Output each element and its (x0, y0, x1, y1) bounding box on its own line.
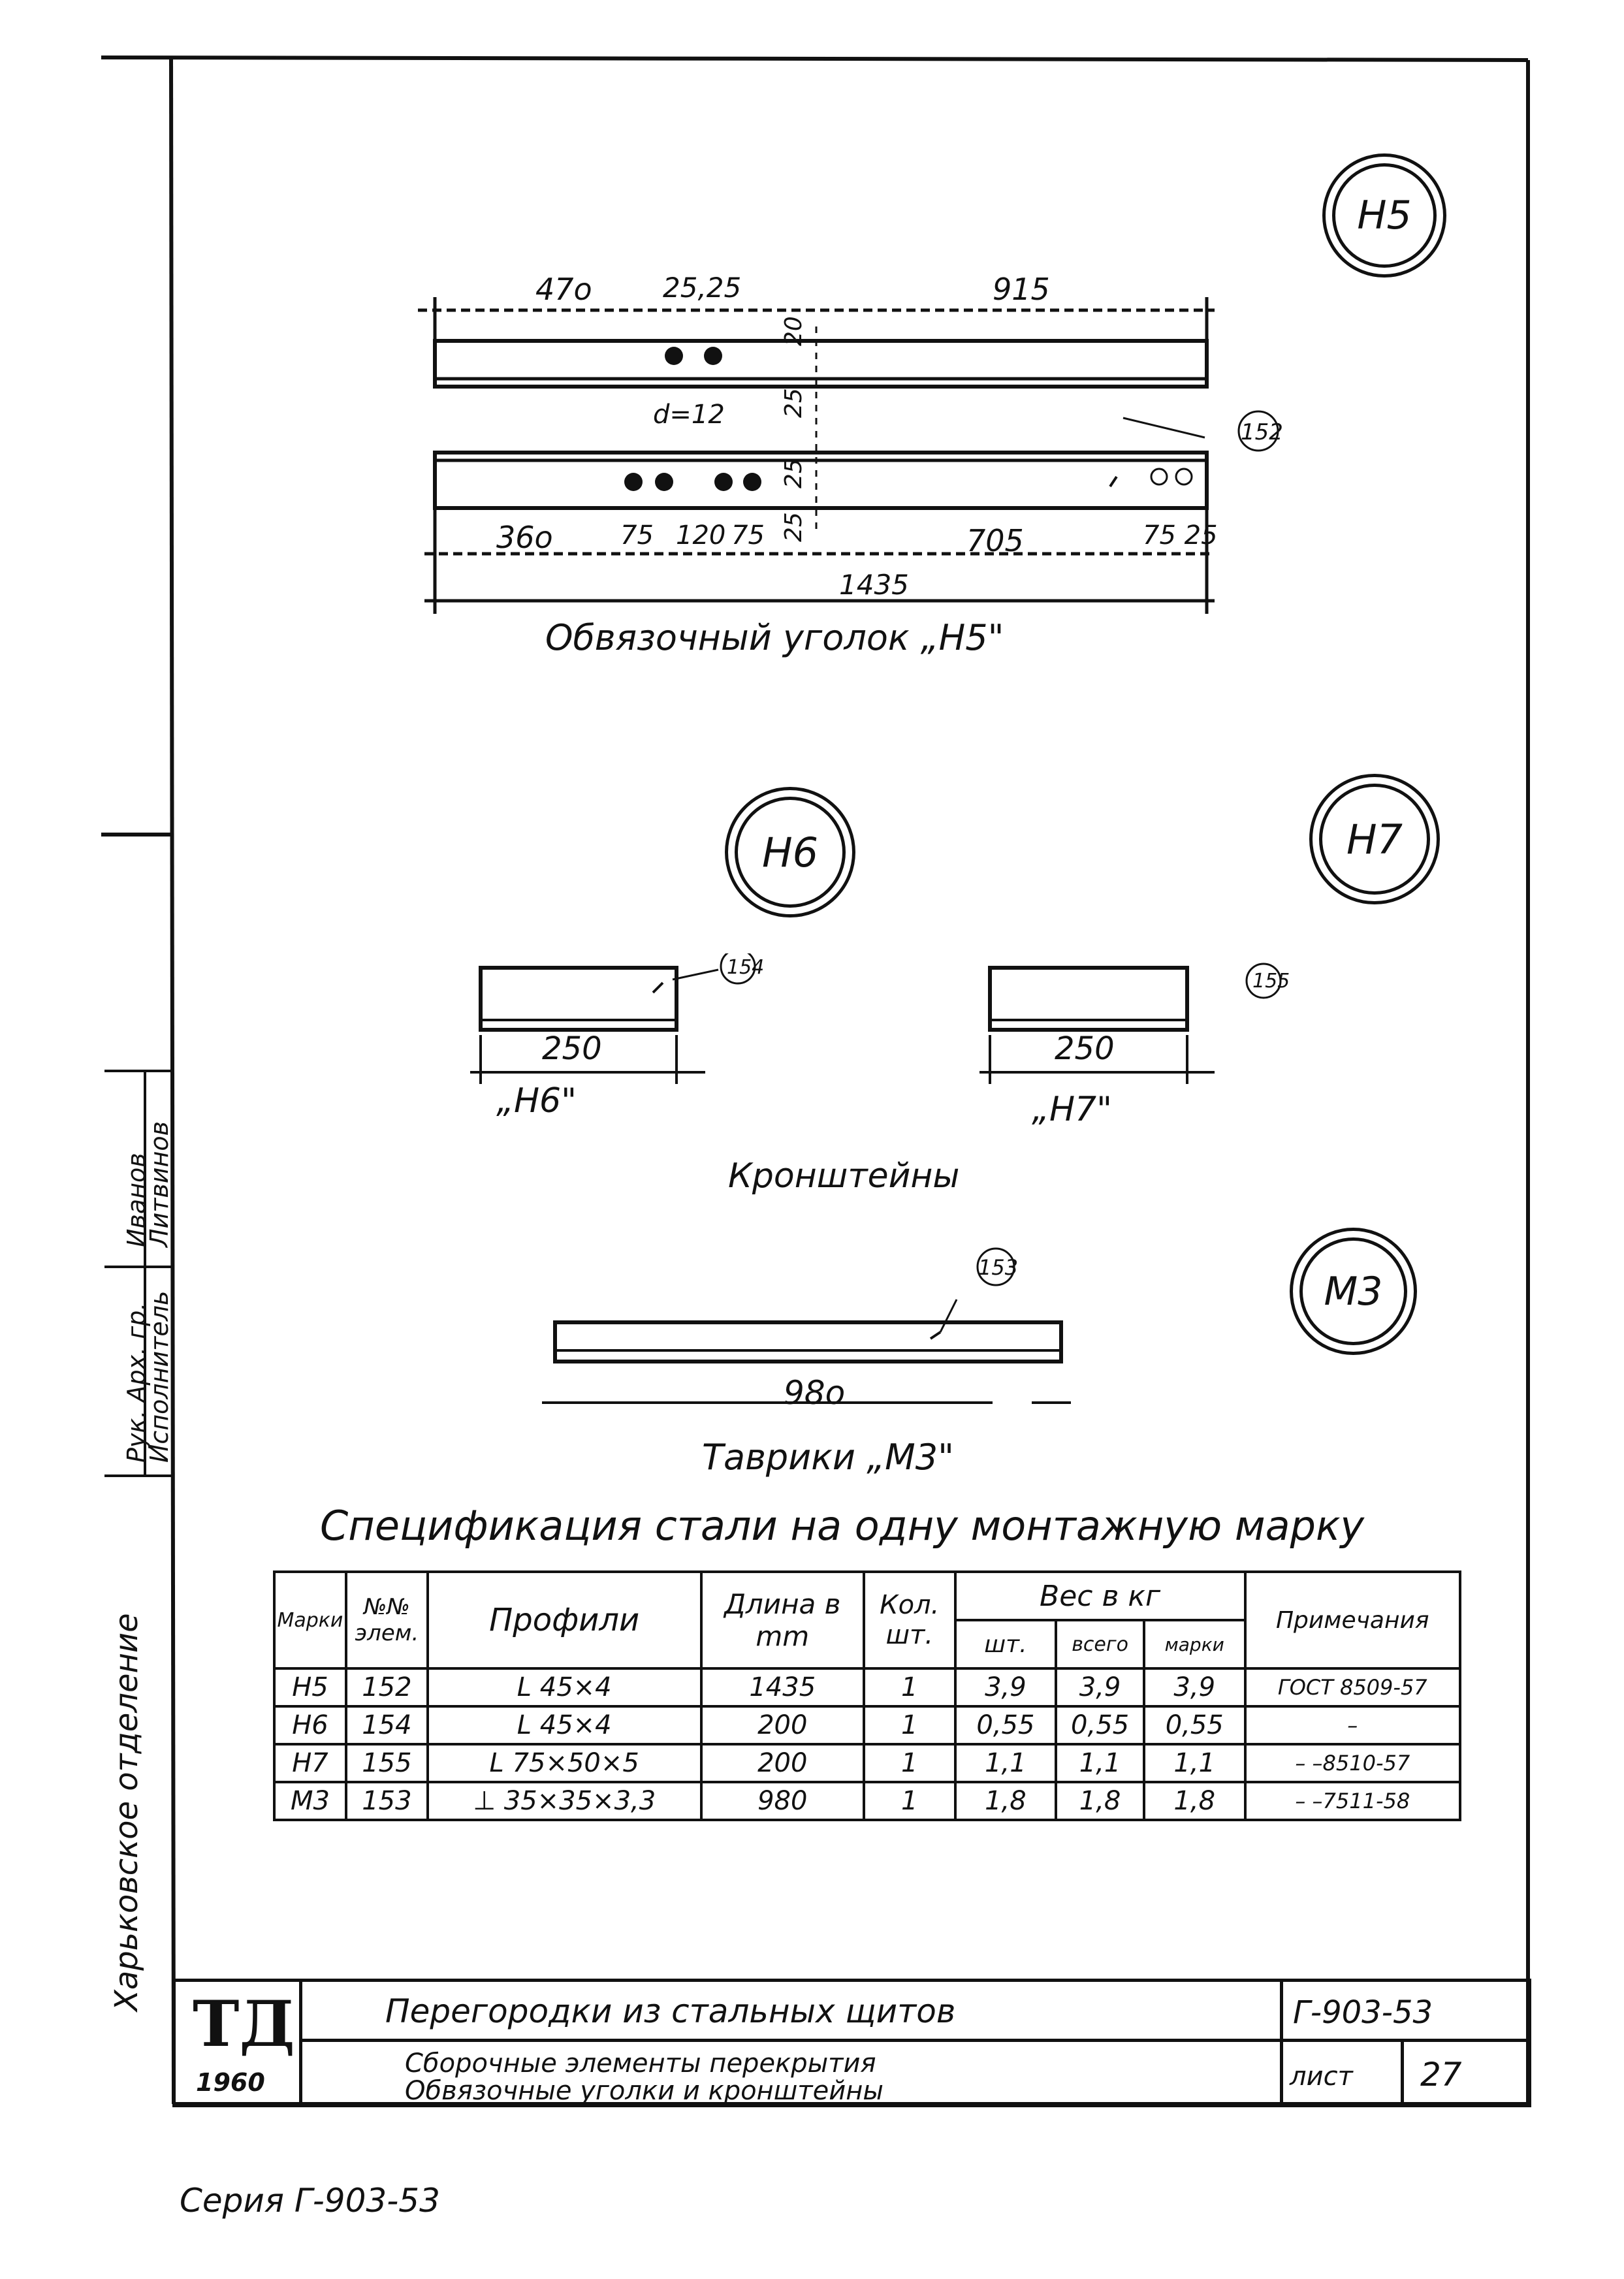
name-label-1: Иванов (122, 1153, 151, 1247)
hdr-qty: Кол. шт. (864, 1572, 955, 1668)
hdr-mark: Марки (274, 1572, 346, 1668)
hdr-w-total: всего (1056, 1620, 1144, 1668)
h5-dim-side-3: 25 (780, 458, 807, 488)
h5-dim-top-3: 915 (993, 272, 1050, 307)
cell-elem: 153 (346, 1782, 428, 1820)
tb-div-horizontal (299, 2039, 1528, 2042)
hdr-w-mark: марки (1144, 1620, 1245, 1668)
h5-caption: Обвязочный уголок „Н5" (545, 617, 1004, 658)
spec-row (274, 1782, 1460, 1820)
hdr-notes: Примечания (1245, 1572, 1460, 1668)
cell-w-total: 0,55 (1056, 1706, 1144, 1744)
brackets-caption: Кронштейны (728, 1156, 960, 1196)
h5-dim-bot-2: 75 (620, 520, 654, 550)
m3-part-ref: 153 (978, 1255, 1019, 1280)
cell-profile: L 45×4 (428, 1706, 701, 1744)
hdr-w-piece: шт. (955, 1620, 1057, 1668)
h5-dim-side-1: 20 (780, 316, 807, 346)
mark-h7-label: Н7 (1319, 784, 1430, 895)
h5-dim-side-2: 25 (780, 388, 807, 418)
cell-w-piece: 3,9 (955, 1668, 1057, 1706)
m3-caption: Таврики „М3" (702, 1437, 954, 1478)
h5-dim-bot-6: 75 25 (1143, 520, 1218, 550)
m3-length: 98о (784, 1374, 846, 1412)
cell-qty: 1 (864, 1706, 955, 1744)
cell-w-total: 1,8 (1056, 1782, 1144, 1820)
hdr-length: Длина в mm (701, 1572, 864, 1668)
mark-m3-badge (1290, 1228, 1417, 1355)
cell-mark: Н6 (274, 1706, 346, 1744)
h5-dim-bot-1: 36о (496, 520, 553, 555)
tb-year: 1960 (196, 2068, 265, 2097)
h7-part-ref: 155 (1252, 970, 1290, 993)
mark-h7-badge (1309, 774, 1440, 904)
h5-hole-label: d=12 (653, 400, 725, 430)
hdr-profile: Профили (428, 1572, 701, 1668)
tb-div-sheet (1401, 2041, 1404, 2104)
h5-total-length: 1435 (839, 569, 909, 601)
mark-m3-label: М3 (1299, 1237, 1407, 1345)
spec-table (273, 1570, 1461, 1821)
cell-note: – –8510-57 (1245, 1744, 1460, 1782)
spec-row (274, 1706, 1460, 1744)
cell-profile: L 45×4 (428, 1668, 701, 1706)
cell-w-piece: 1,1 (955, 1744, 1057, 1782)
role-label-2: Исполнитель (145, 1290, 174, 1463)
cell-note: – (1245, 1706, 1460, 1744)
h6-caption: „Н6" (496, 1081, 577, 1121)
tb-doc-code: Г-903-53 (1293, 1994, 1433, 2031)
cell-profile: L 75×50×5 (428, 1744, 701, 1782)
hdr-elem: №№ элем. (346, 1572, 428, 1668)
h6-part-ref: 154 (727, 956, 765, 979)
cell-qty: 1 (864, 1744, 955, 1782)
cell-w-total: 3,9 (1056, 1668, 1144, 1706)
tb-logo: ТД (193, 1987, 295, 2061)
hdr-weight: Вес в кг (955, 1572, 1245, 1620)
series-footer: Серия Г-903-53 (180, 2182, 440, 2220)
spec-header-row-1 (274, 1572, 1460, 1620)
h5-dim-bot-5: 705 (966, 523, 1024, 558)
cell-w-mark: 1,8 (1144, 1782, 1245, 1820)
mark-h5-badge (1322, 153, 1446, 278)
cell-w-mark: 3,9 (1144, 1668, 1245, 1706)
cell-w-piece: 0,55 (955, 1706, 1057, 1744)
spec-row (274, 1668, 1460, 1706)
cell-qty: 1 (864, 1668, 955, 1706)
cell-length: 200 (701, 1706, 864, 1744)
spec-title: Спецификация стали на одну монтажную марку (320, 1502, 1365, 1550)
h7-length: 250 (1055, 1030, 1115, 1067)
h5-dim-top-1: 47о (535, 272, 592, 307)
tb-title: Перегородки из стальных щитов (385, 1992, 956, 2030)
cell-w-mark: 1,1 (1144, 1744, 1245, 1782)
tb-sheet-label: лист (1290, 2062, 1353, 2092)
cell-elem: 154 (346, 1706, 428, 1744)
h5-dim-bot-4: 75 (731, 520, 765, 550)
cell-mark: М3 (274, 1782, 346, 1820)
cell-mark: Н7 (274, 1744, 346, 1782)
spec-row (274, 1744, 1460, 1782)
h5-part-ref: 152 (1241, 419, 1283, 445)
mark-h5-label: Н5 (1332, 163, 1437, 268)
tb-sheet-number: 27 (1420, 2056, 1462, 2094)
cell-w-piece: 1,8 (955, 1782, 1057, 1820)
cell-elem: 152 (346, 1668, 428, 1706)
cell-note: ГОСТ 8509-57 (1245, 1668, 1460, 1706)
cell-mark: Н5 (274, 1668, 346, 1706)
h5-dim-top-2: 25,25 (663, 272, 742, 304)
tb-subtitle-2: Обвязочные уголки и кронштейны (405, 2076, 884, 2106)
cell-elem: 155 (346, 1744, 428, 1782)
role-label-1: Рук. Арх. гр. (122, 1302, 151, 1463)
cell-w-mark: 0,55 (1144, 1706, 1245, 1744)
org-label: Харьковское отделение (108, 1613, 145, 2011)
h7-caption: „Н7" (1032, 1090, 1113, 1129)
name-label-2: Литвинов (145, 1121, 174, 1247)
cell-w-total: 1,1 (1056, 1744, 1144, 1782)
tb-subtitle-1: Сборочные элементы перекрытия (405, 2048, 876, 2079)
cell-length: 980 (701, 1782, 864, 1820)
mark-h6-badge (725, 787, 855, 917)
h5-dim-bot-3: 120 (676, 520, 726, 550)
cell-note: – –7511-58 (1245, 1782, 1460, 1820)
h6-length: 250 (542, 1030, 602, 1067)
cell-length: 1435 (701, 1668, 864, 1706)
cell-length: 200 (701, 1744, 864, 1782)
cell-qty: 1 (864, 1782, 955, 1820)
margin-stamp-lines (0, 0, 196, 1502)
cell-profile: ⊥ 35×35×3,3 (428, 1782, 701, 1820)
h5-dim-side-4: 25 (780, 512, 807, 542)
mark-h6-label: Н6 (735, 797, 846, 908)
